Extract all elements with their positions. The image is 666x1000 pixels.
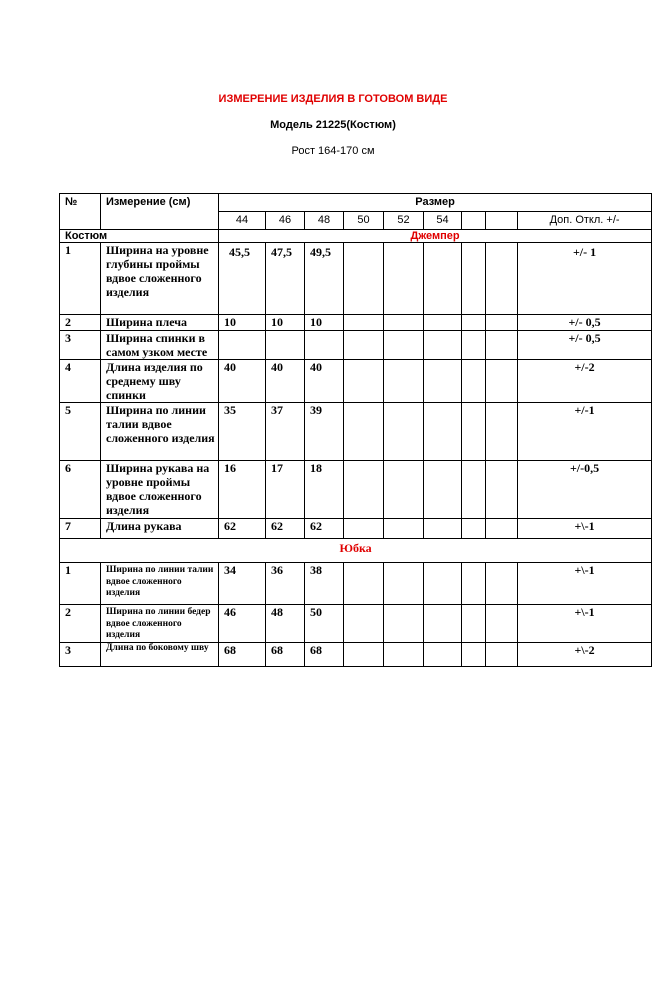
- value-cell: [344, 563, 384, 605]
- value-cell: [462, 315, 486, 331]
- value-cell: [424, 331, 462, 360]
- tolerance-cell: +\-1: [518, 519, 652, 539]
- value-cell: [462, 605, 486, 643]
- table-row: [60, 403, 652, 461]
- value-cell: [344, 642, 384, 666]
- row-name: Ширина по линии бедер вдвое сложенного изделия: [101, 605, 219, 643]
- table-row: [60, 315, 652, 331]
- tolerance-cell: +/- 0,5: [518, 331, 652, 360]
- row-name: Длина рукава: [101, 519, 219, 539]
- size-cell: [486, 212, 518, 230]
- value-cell: [424, 461, 462, 519]
- row-name: Ширина на уровне глубины проймы вдвое сложенного изделия: [101, 243, 219, 315]
- tolerance-cell: +\-2: [518, 642, 652, 666]
- value-cell: [384, 563, 424, 605]
- size-cell: [462, 212, 486, 230]
- value-cell: 45,5: [219, 243, 266, 315]
- value-cell: [384, 243, 424, 315]
- tolerance-cell: +/- 1: [518, 243, 652, 315]
- value-cell: [344, 315, 384, 331]
- value-cell: 46: [219, 605, 266, 643]
- value-cell: [384, 605, 424, 643]
- value-cell: 68: [266, 642, 305, 666]
- table-row: [60, 642, 652, 666]
- row-no: 3: [60, 331, 101, 360]
- value-cell: [462, 642, 486, 666]
- table-row: [60, 519, 652, 539]
- page-title: ИЗМЕРЕНИЕ ИЗДЕЛИЯ В ГОТОВОМ ВИДЕ: [218, 93, 448, 105]
- height-label: Рост 164-170 см: [291, 145, 375, 157]
- value-cell: [462, 519, 486, 539]
- value-cell: 62: [266, 519, 305, 539]
- value-cell: [462, 243, 486, 315]
- value-cell: [486, 331, 518, 360]
- value-cell: [424, 642, 462, 666]
- tolerance-cell: +\-1: [518, 563, 652, 605]
- table-row: [60, 461, 652, 519]
- table-row: [60, 331, 652, 360]
- value-cell: 16: [219, 461, 266, 519]
- value-cell: [486, 563, 518, 605]
- value-cell: [424, 605, 462, 643]
- value-cell: 10: [305, 315, 344, 331]
- value-cell: [344, 360, 384, 403]
- table-row: [60, 360, 652, 403]
- value-cell: 48: [266, 605, 305, 643]
- row-name: Длина изделия по среднему шву спинки: [101, 360, 219, 403]
- value-cell: 39: [305, 403, 344, 461]
- header-no: №: [60, 194, 101, 230]
- row-name: Ширина по линии талии вдвое сложенного изделия: [101, 563, 219, 605]
- value-cell: [462, 360, 486, 403]
- value-cell: [384, 461, 424, 519]
- value-cell: [384, 403, 424, 461]
- value-cell: [266, 331, 305, 360]
- value-cell: [462, 563, 486, 605]
- value-cell: 40: [266, 360, 305, 403]
- value-cell: 18: [305, 461, 344, 519]
- value-cell: 40: [219, 360, 266, 403]
- row-no: 1: [60, 243, 101, 315]
- row-no: 6: [60, 461, 101, 519]
- value-cell: [344, 243, 384, 315]
- row-name: Длина по боковому шву: [101, 642, 219, 666]
- value-cell: [344, 519, 384, 539]
- value-cell: [462, 461, 486, 519]
- value-cell: 10: [219, 315, 266, 331]
- value-cell: [424, 563, 462, 605]
- value-cell: [384, 315, 424, 331]
- value-cell: 36: [266, 563, 305, 605]
- table-row: [60, 563, 652, 605]
- value-cell: [486, 403, 518, 461]
- value-cell: [462, 403, 486, 461]
- value-cell: [384, 360, 424, 403]
- value-cell: [462, 331, 486, 360]
- tolerance-cell: +/-1: [518, 403, 652, 461]
- tolerance-cell: +\-1: [518, 605, 652, 643]
- size-cell: 52: [384, 212, 424, 230]
- value-cell: 49,5: [305, 243, 344, 315]
- row-name: Ширина плеча: [101, 315, 219, 331]
- header-tolerance: Доп. Откл. +/-: [518, 212, 652, 230]
- row-no: 3: [60, 642, 101, 666]
- value-cell: [219, 331, 266, 360]
- value-cell: [305, 331, 344, 360]
- table-row: [60, 243, 652, 315]
- value-cell: [486, 605, 518, 643]
- tolerance-cell: +/- 0,5: [518, 315, 652, 331]
- value-cell: [424, 243, 462, 315]
- row-no: 1: [60, 563, 101, 605]
- size-cell: 48: [305, 212, 344, 230]
- value-cell: 34: [219, 563, 266, 605]
- value-cell: 68: [305, 642, 344, 666]
- model-label: Модель 21225(Костюм): [270, 119, 396, 131]
- tolerance-cell: +/-0,5: [518, 461, 652, 519]
- value-cell: [424, 403, 462, 461]
- value-cell: [384, 519, 424, 539]
- value-cell: 17: [266, 461, 305, 519]
- value-cell: [424, 360, 462, 403]
- header-size: Размер: [219, 194, 652, 212]
- measurement-table: [59, 193, 652, 667]
- row-name: Ширина спинки в самом узком месте: [101, 331, 219, 360]
- size-cell: 50: [344, 212, 384, 230]
- value-cell: 10: [266, 315, 305, 331]
- value-cell: [486, 642, 518, 666]
- value-cell: [486, 519, 518, 539]
- value-cell: [344, 403, 384, 461]
- value-cell: 37: [266, 403, 305, 461]
- row-no: 7: [60, 519, 101, 539]
- table-row: [60, 605, 652, 643]
- row-no: 2: [60, 605, 101, 643]
- tolerance-cell: +/-2: [518, 360, 652, 403]
- value-cell: [384, 642, 424, 666]
- value-cell: [344, 331, 384, 360]
- value-cell: 40: [305, 360, 344, 403]
- row-name: Ширина по линии талии вдвое сложенного изделия: [101, 403, 219, 461]
- size-cell: 44: [219, 212, 266, 230]
- section-skirt: Юбка: [60, 539, 652, 563]
- value-cell: 62: [305, 519, 344, 539]
- size-cell: 46: [266, 212, 305, 230]
- value-cell: 62: [219, 519, 266, 539]
- row-no: 5: [60, 403, 101, 461]
- value-cell: [486, 461, 518, 519]
- value-cell: [424, 315, 462, 331]
- value-cell: 35: [219, 403, 266, 461]
- value-cell: [344, 461, 384, 519]
- value-cell: [384, 331, 424, 360]
- value-cell: [344, 605, 384, 643]
- value-cell: 68: [219, 642, 266, 666]
- section-jumper: Джемпер: [219, 230, 652, 243]
- value-cell: [424, 519, 462, 539]
- value-cell: [486, 360, 518, 403]
- header-measure: Измерение (см): [101, 194, 219, 230]
- size-cell: 54: [424, 212, 462, 230]
- value-cell: [486, 315, 518, 331]
- row-no: 4: [60, 360, 101, 403]
- value-cell: 38: [305, 563, 344, 605]
- row-no: 2: [60, 315, 101, 331]
- row-name: Ширина рукава на уровне проймы вдвое сложенного изделия: [101, 461, 219, 519]
- value-cell: 50: [305, 605, 344, 643]
- value-cell: 47,5: [266, 243, 305, 315]
- value-cell: [486, 243, 518, 315]
- group-label: Костюм: [60, 230, 219, 243]
